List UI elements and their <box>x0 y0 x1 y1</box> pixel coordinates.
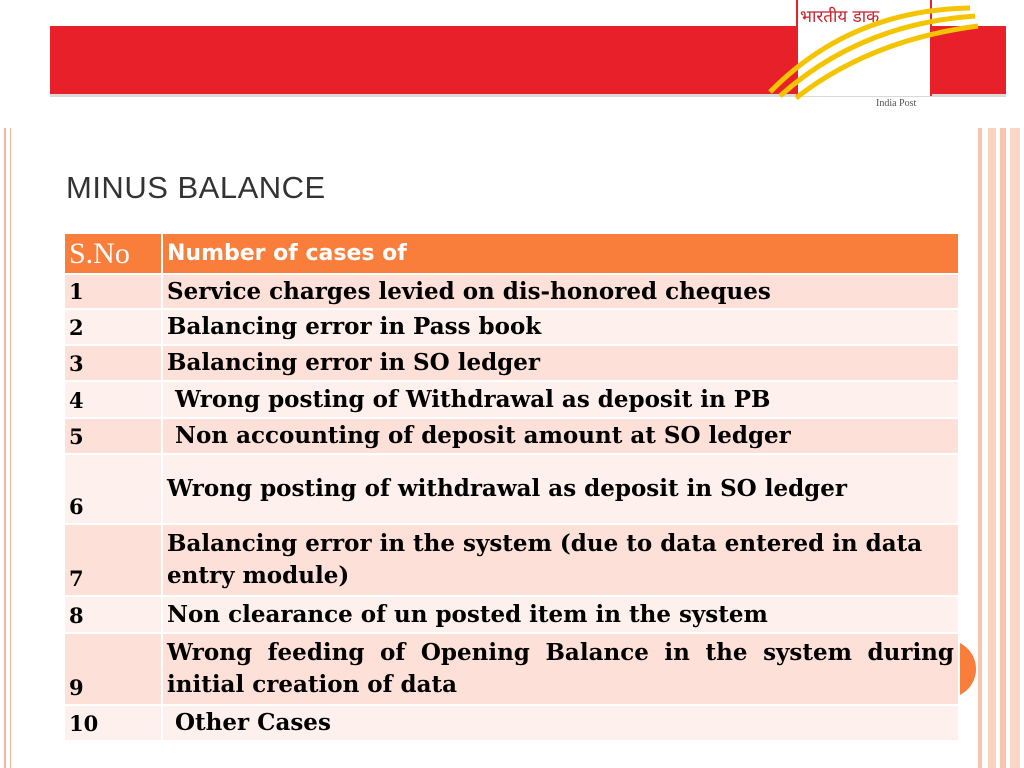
table-row <box>64 596 959 633</box>
table-row <box>64 705 959 741</box>
header-desc: Number of cases of <box>162 233 959 274</box>
right-stripe <box>1010 128 1020 768</box>
row-desc: Wrong feeding of Opening Balance in the system during initial creation of data <box>162 633 959 705</box>
right-stripe <box>1000 128 1006 768</box>
table-header-row <box>64 233 959 274</box>
row-sno: 7 <box>64 524 162 596</box>
row-sno: 3 <box>64 345 162 381</box>
row-desc: Wrong posting of withdrawal as deposit in SO ledger <box>162 454 959 524</box>
row-desc: Service charges levied on dis-honored cheques <box>162 274 959 309</box>
table-row <box>64 345 959 381</box>
row-desc: Balancing error in the system (due to data entered in data entry module) <box>162 524 959 596</box>
table-row <box>64 418 959 454</box>
row-desc: Balancing error in SO ledger <box>162 345 959 381</box>
row-sno: 9 <box>64 633 162 705</box>
left-stripe <box>10 128 11 768</box>
row-sno: 1 <box>64 274 162 309</box>
table-row <box>64 381 959 418</box>
table-row <box>64 274 959 309</box>
table-row <box>64 454 959 524</box>
right-stripe <box>988 128 996 768</box>
row-sno: 2 <box>64 309 162 345</box>
row-sno: 5 <box>64 418 162 454</box>
slide-title: MINUS BALANCE <box>66 170 326 205</box>
row-desc: Non clearance of un posted item in the system <box>162 596 959 633</box>
row-sno: 6 <box>64 454 162 524</box>
logo-sub-text: India Post <box>876 98 917 109</box>
right-stripe <box>978 128 982 768</box>
row-desc: Other Cases <box>162 705 959 741</box>
table-row <box>64 524 959 596</box>
table-row <box>64 309 959 345</box>
header-sno: S.No <box>64 233 162 274</box>
table-row <box>64 633 959 705</box>
logo-hindi-text: भारतीय डाक <box>800 7 880 27</box>
row-sno: 10 <box>64 705 162 741</box>
row-sno: 4 <box>64 381 162 418</box>
row-desc: Non accounting of deposit amount at SO ledger <box>162 418 959 454</box>
row-desc: Wrong posting of Withdrawal as deposit in PB <box>162 381 959 418</box>
row-sno: 8 <box>64 596 162 633</box>
cases-table <box>63 232 960 742</box>
left-stripe <box>4 128 6 768</box>
row-desc: Balancing error in Pass book <box>162 309 959 345</box>
